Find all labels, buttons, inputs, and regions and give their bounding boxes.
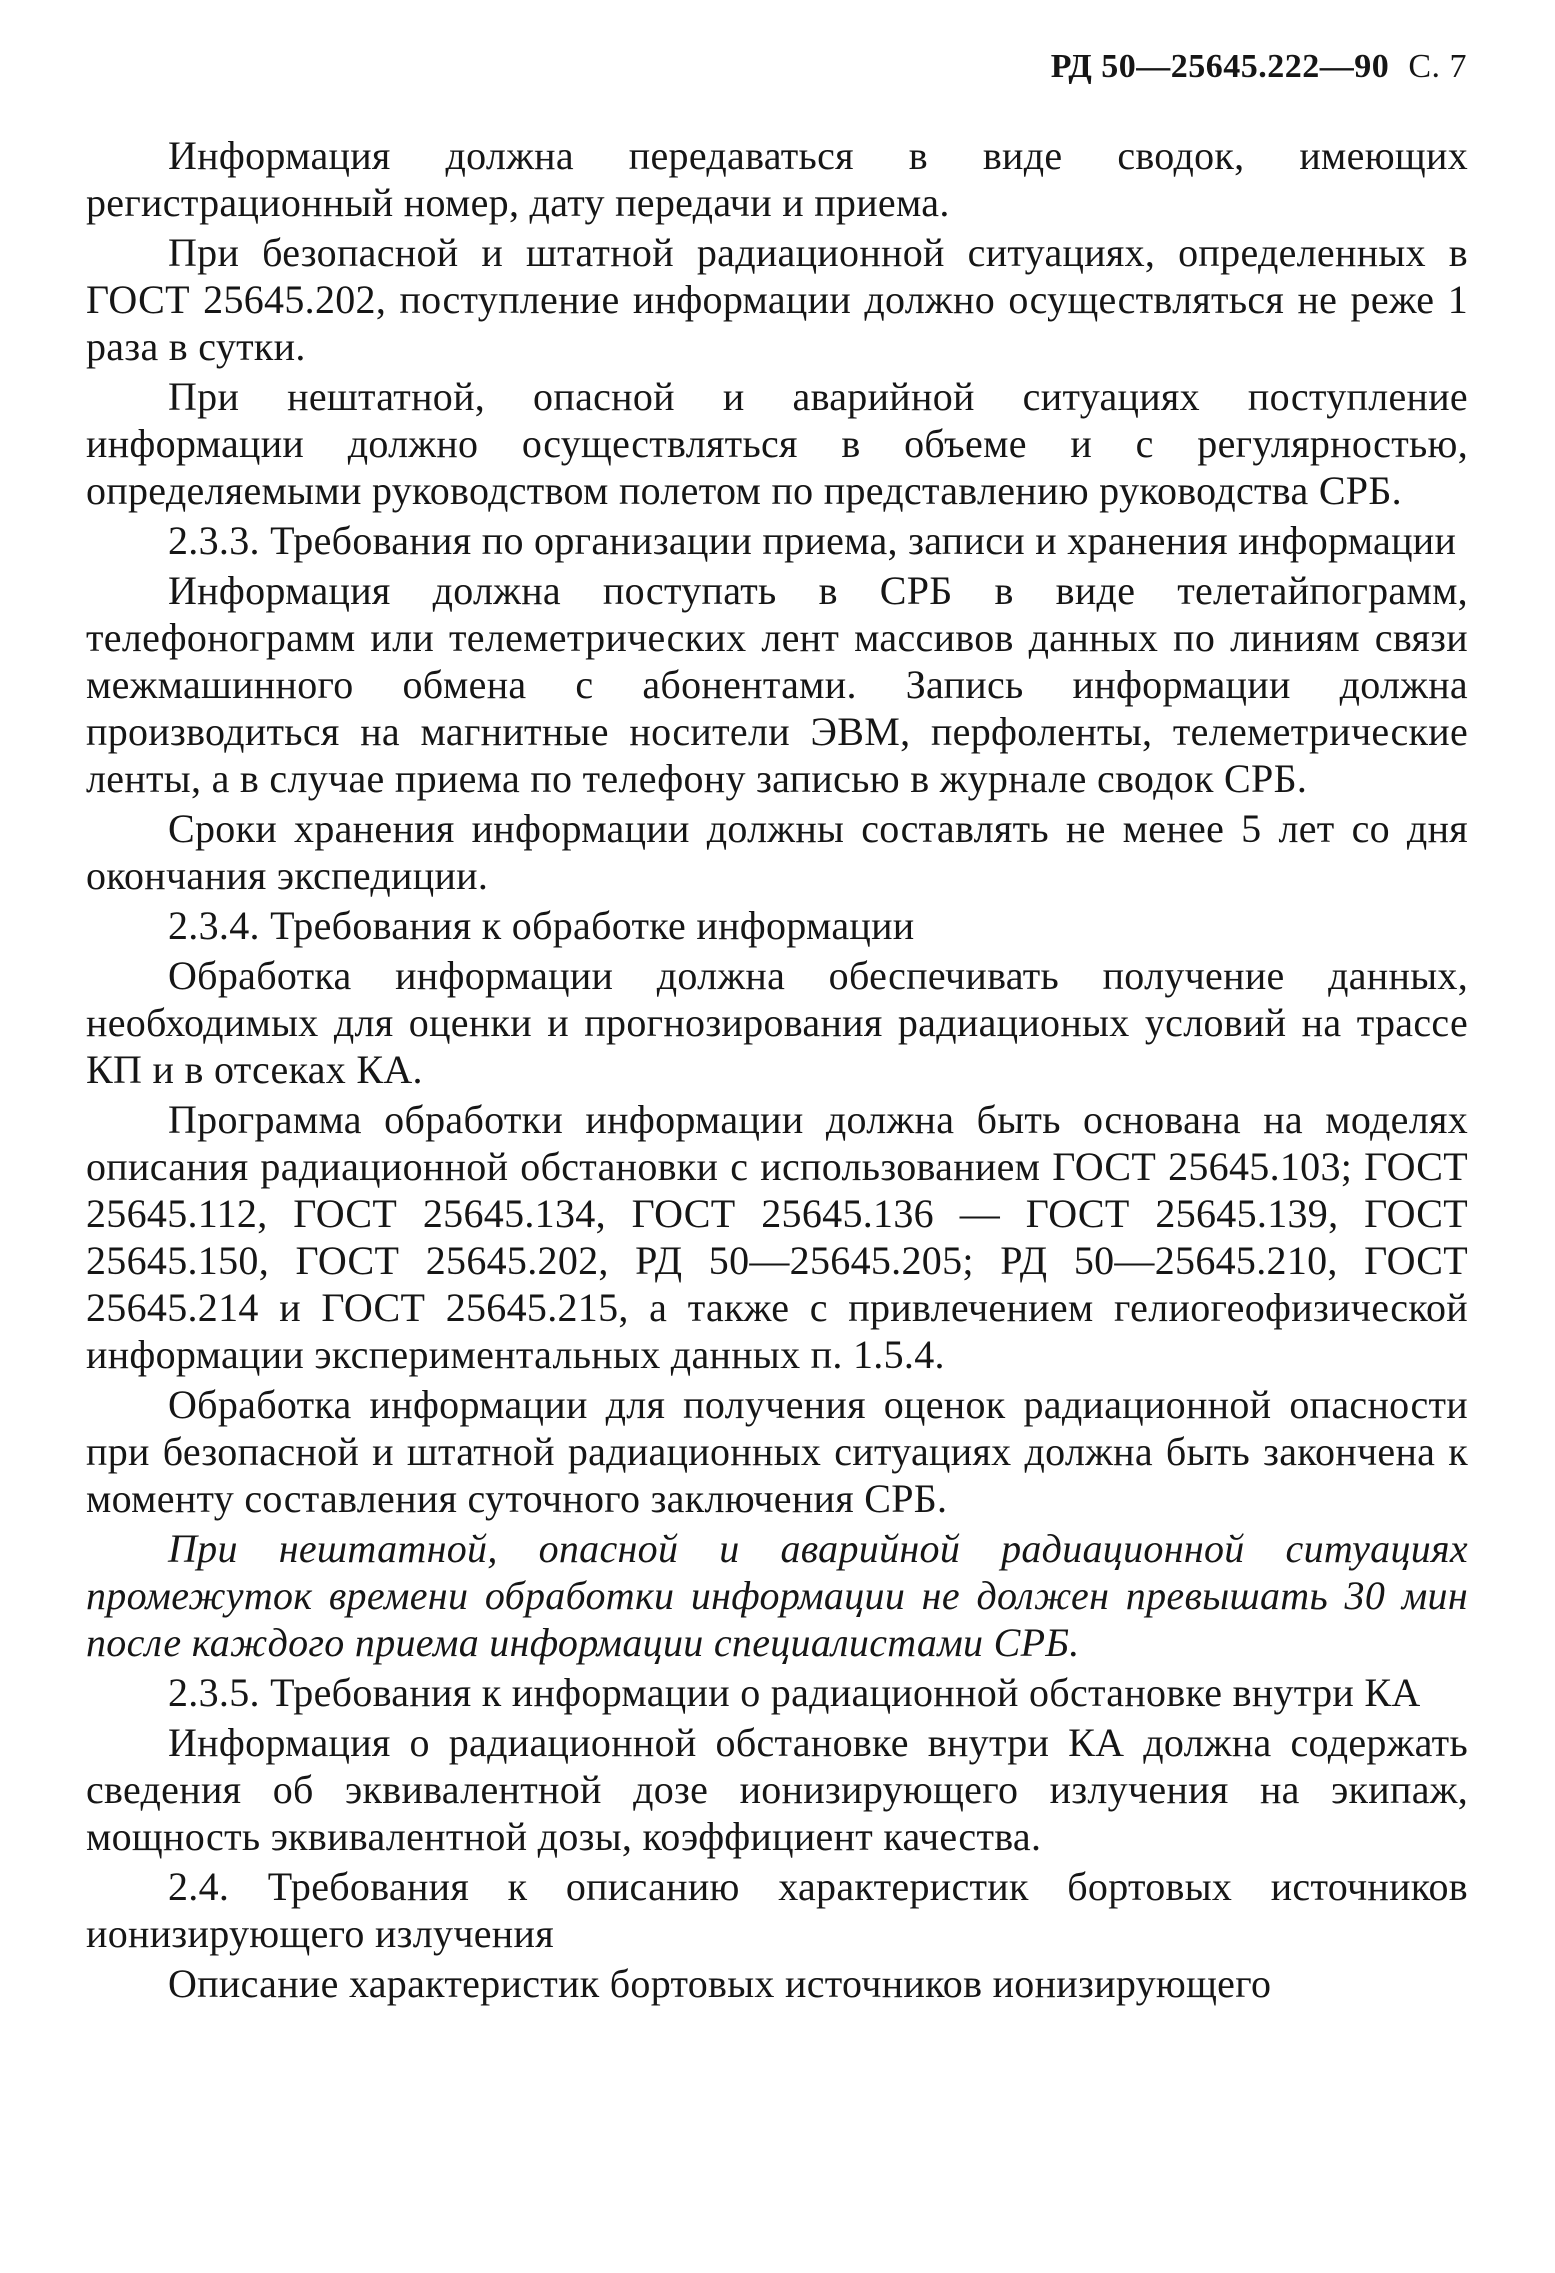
paragraph-onboard-sources: Описание характеристик бортовых источников ионизирующего	[168, 1961, 1272, 2006]
section-heading-2-4: 2.4. Требования к описанию характеристик бортовых источников ионизирующего излучения	[86, 1864, 1468, 1956]
paragraph-storage-term: Сроки хранения информации должны составлять не менее 5 лет со дня окончания экспедиции.	[86, 806, 1468, 898]
page-header	[1051, 48, 1467, 86]
paragraph-safe-situation: При безопасной и штатной радиационной ситуациях, определенных в ГОСТ 25645.202, поступление информации должно осуществляться не реже 1 раза в сутки.	[86, 230, 1468, 369]
document-body	[86, 132, 1468, 2010]
paragraph-processing-program: Программа обработки информации должна быть основана на моделях описания радиационной обстановки с использованием ГОСТ 25645.103; ГОСТ 25645.112, ГОСТ 25645.134, ГОСТ 25645.136 — ГОСТ 25645.139, ГОСТ 25645.150, ГОСТ 25645.202, РД 50—25645.205; РД 50—25645.210, ГОСТ 25645.214 и ГОСТ 25645.215, а также с привлечением гелиогеофизической информации экспериментальных данных п. 1.5.4.	[86, 1097, 1468, 1377]
paragraph-processing-purpose: Обработка информации должна обеспечивать получение данных, необходимых для оценки и прогнозирования радиационых условий на трассе КП и в отсеках КА.	[86, 953, 1468, 1092]
document-code: РД 50—25645.222—90	[1050, 48, 1390, 85]
paragraph-processing-deadline: Обработка информации для получения оценок радиационной опасности при безопасной и штатной радиационных ситуациях должна быть закончена к моменту составления суточного заключения СРБ.	[86, 1382, 1468, 1521]
paragraph-info-format: Информация должна передаваться в виде сводок, имеющих регистрационный номер, дату передачи и приема.	[86, 133, 1468, 225]
paragraph-inside-ka-info: Информация о радиационной обстановке внутри КА должна содержать сведения об эквивалентной дозе ионизирующего излучения на экипаж, мощность эквивалентной дозы, коэффициент качества.	[86, 1720, 1468, 1859]
page-number: С. 7	[1408, 48, 1467, 85]
section-heading-2-3-4: 2.3.4. Требования к обработке информации	[168, 903, 915, 948]
section-heading-2-3-5: 2.3.5. Требования к информации о радиационной обстановке внутри КА	[168, 1670, 1421, 1715]
paragraph-emergency-situation: При нештатной, опасной и аварийной ситуациях поступление информации должно осуществляться в объеме и с регулярностью, определяемыми руководством полетом по представлению руководства СРБ.	[86, 374, 1468, 513]
paragraph-info-receipt: Информация должна поступать в СРБ в виде телетайпограмм, телефонограмм или телеметрических лент массивов данных по линиям связи межмашинного обмена с абонентами. Запись информации должна производиться на магнитные носители ЭВМ, перфоленты, телеметрические ленты, а в случае приема по телефону записью в журнале сводок СРБ.	[86, 568, 1468, 801]
paragraph-processing-time-limit: При нештатной, опасной и аварийной радиационной ситуациях промежуток времени обработки информации не должен превышать 30 мин после каждого приема информации специалистами СРБ.	[86, 1526, 1468, 1665]
section-heading-2-3-3: 2.3.3. Требования по организации приема, записи и хранения информации	[168, 518, 1457, 563]
